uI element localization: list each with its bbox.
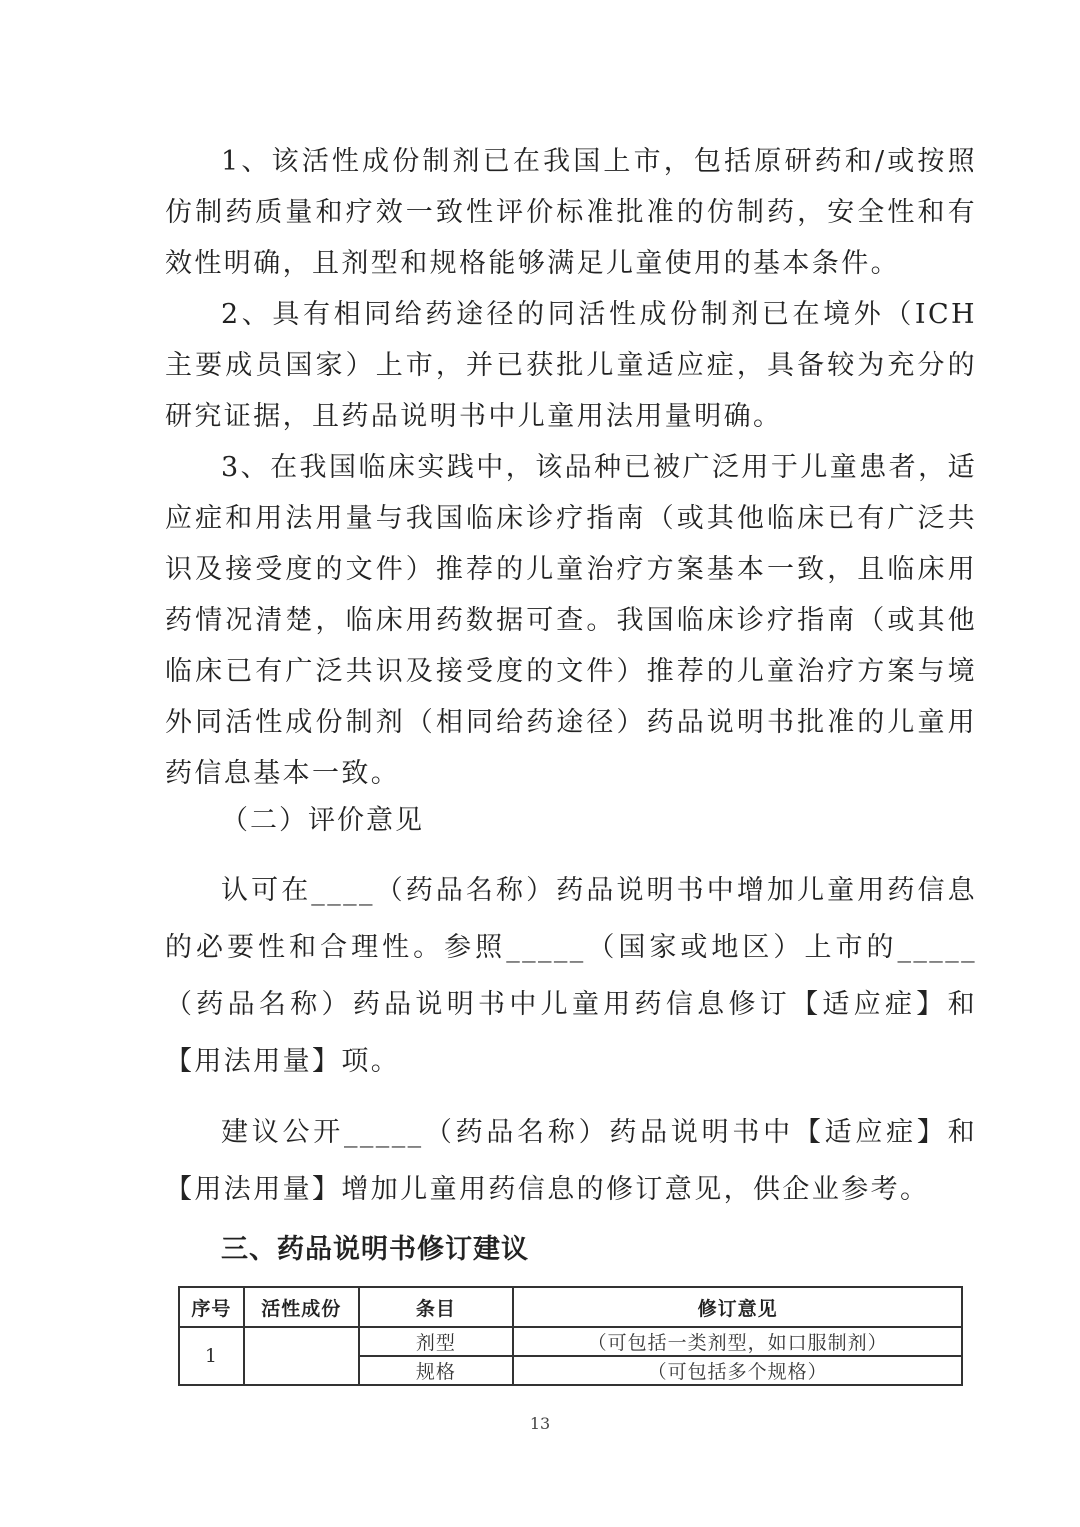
section-three-heading: 三、药品说明书修订建议 [221, 1234, 529, 1265]
header-active-ingredient: 活性成份 [244, 1287, 359, 1327]
section-two-heading: （二）评价意见 [221, 805, 424, 836]
page-number: 13 [529, 1414, 551, 1433]
cell-active-ingredient [244, 1327, 359, 1385]
cell-item-specification: 规格 [359, 1356, 514, 1385]
table-header-row [179, 1287, 962, 1327]
cell-opinion-specification: （可包括多个规格） [513, 1356, 962, 1385]
criterion-2-paragraph: 2、具有相同给药途径的同活性成份制剂已在境外（ICH 主要成员国家）上市，并已获批儿童适应症，具备较为充分的研究证据，且药品说明书中儿童用法用量明确。 [165, 299, 977, 432]
cell-opinion-dosage-form: （可包括一类剂型，如口服制剂） [513, 1327, 962, 1356]
revision-table [178, 1286, 963, 1386]
header-index: 序号 [179, 1287, 244, 1327]
opinion-paragraph-1: 认可在____（药品名称）药品说明书中增加儿童用药信息的必要性和合理性。参照_____（国家或地区）上市的_____（药品名称）药品说明书中儿童用药信息修订【适应症】和【用法用量】项。 [165, 875, 977, 1077]
criterion-3-paragraph: 3、在我国临床实践中，该品种已被广泛用于儿童患者，适应症和用法用量与我国临床诊疗指南（或其他临床已有广泛共识及接受度的文件）推荐的儿童治疗方案基本一致，且临床用药情况清楚，临床用药数据可查。我国临床诊疗指南（或其他临床已有广泛共识及接受度的文件）推荐的儿童治疗方案与境外同活性成份制剂（相同给药途径）药品说明书批准的儿童用药信息基本一致。 [165, 452, 977, 789]
opinion-paragraph-2: 建议公开_____（药品名称）药品说明书中【适应症】和【用法用量】增加儿童用药信息的修订意见，供企业参考。 [165, 1117, 977, 1205]
cell-index: 1 [179, 1327, 244, 1385]
header-revision-opinion: 修订意见 [513, 1287, 962, 1327]
table-row [179, 1327, 962, 1356]
criterion-1-paragraph: 1、该活性成份制剂已在我国上市，包括原研药和/或按照仿制药质量和疗效一致性评价标准批准的仿制药，安全性和有效性明确，且剂型和规格能够满足儿童使用的基本条件。 [165, 146, 977, 279]
header-item: 条目 [359, 1287, 514, 1327]
cell-item-dosage-form: 剂型 [359, 1327, 514, 1356]
